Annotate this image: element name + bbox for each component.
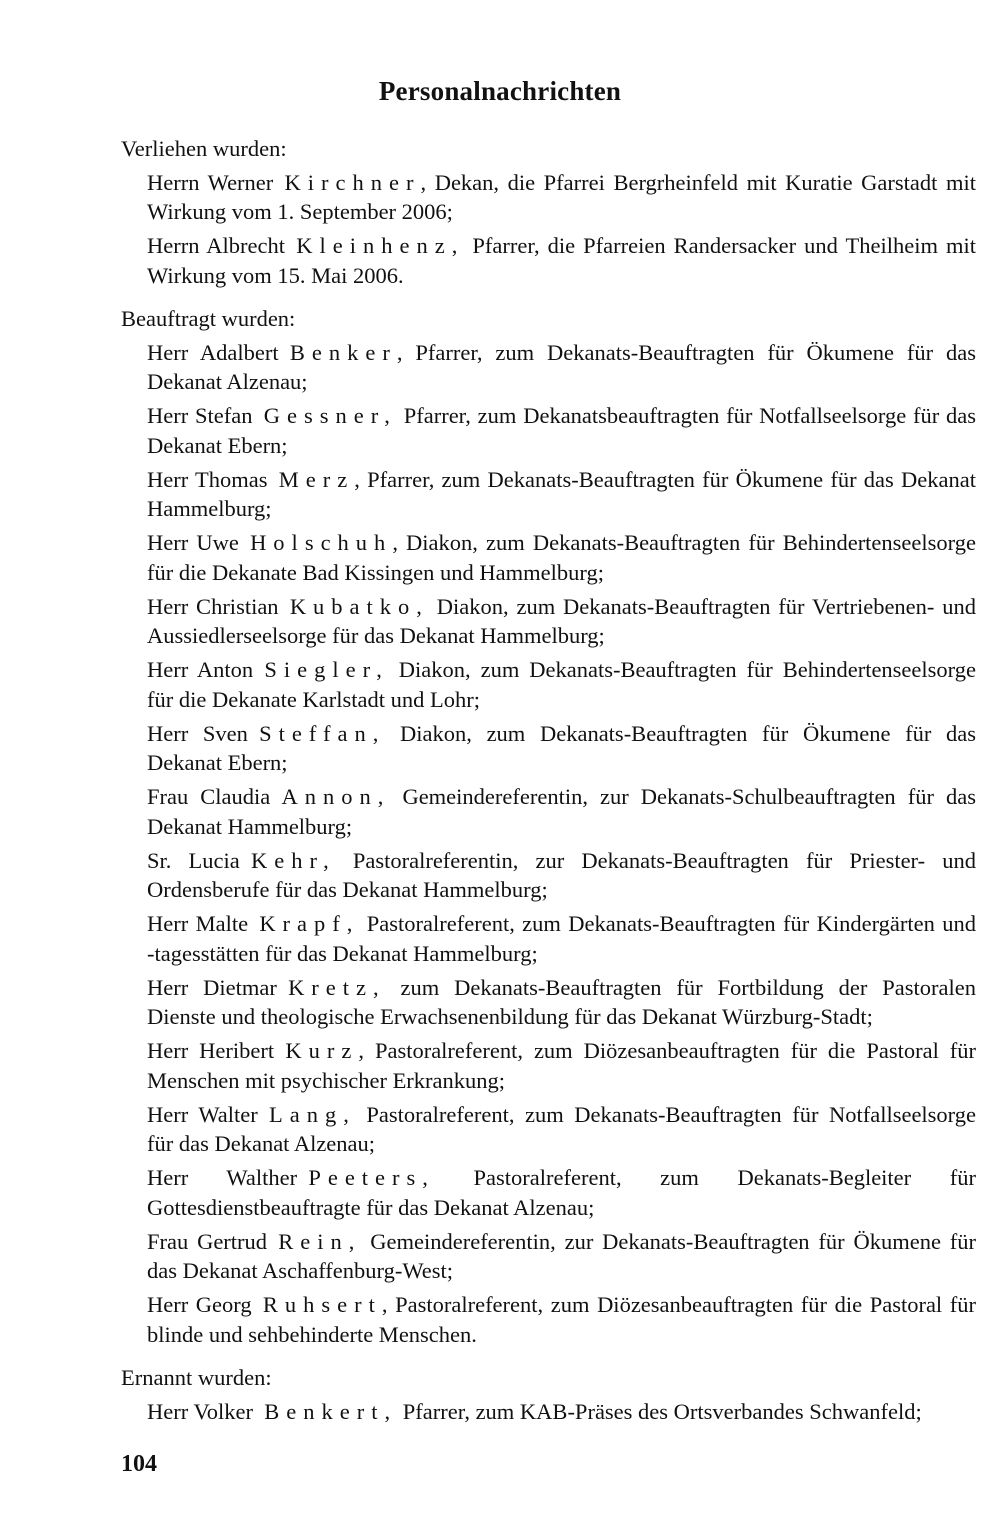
personnel-entry (147, 782, 976, 841)
entry-name-prefix: Herr Adalbert (147, 339, 279, 365)
section-heading: Ernannt wurden: (121, 1365, 272, 1390)
entry-name-prefix: Herr Dietmar (147, 974, 277, 1000)
entry-text: Pastoralreferent, zum Dekanats-Begleiter für Gottesdienstbeauftragte für das Dekanat Alzenau; (147, 1165, 976, 1220)
entry-text: Pastoralreferent, zum Dekanats-Beauftragten für Notfallseelsorge für das Dekanat Alzenau; (147, 1101, 977, 1156)
personnel-entry (147, 401, 976, 460)
page-number: 104 (121, 1451, 157, 1477)
entry-text: , Pastoralreferent, zum Diözesanbeauftragten für die Pastoral für blinde und sehbehinderte Menschen. (147, 1292, 977, 1347)
entry-surname: Benker (289, 339, 397, 365)
entry-text: Gemeindereferentin, zur Dekanats-Beauftragten für Ökumene für das Dekanat Aschaffenburg-West; (147, 1228, 976, 1283)
section (121, 134, 976, 290)
entry-name-prefix: Herr Sven (147, 720, 248, 746)
entry-text: Pfarrer, zum Dekanatsbeauftragten für Notfallseelsorge für das Dekanat Ebern; (147, 403, 976, 458)
section (121, 304, 976, 1349)
personnel-entry (147, 1227, 976, 1286)
personnel-entry (147, 1397, 976, 1427)
entry-surname: Steffan, (259, 720, 386, 746)
entry-name-prefix: Herr Thomas (147, 466, 268, 492)
entry-name-prefix: Herr Stefan (147, 403, 253, 428)
page-title: Personalnachrichten (378, 76, 622, 106)
personnel-entry (147, 1290, 976, 1349)
entry-text: , Diakon, zum Dekanats-Beauftragten für Behindertenseelsorge für die Dekanate Bad Kissingen und Hammelburg; (147, 530, 976, 585)
entry-surname: Siegler, (264, 657, 389, 682)
personnel-entry (147, 846, 976, 905)
entry-surname: Merz (278, 466, 355, 492)
entry-text: Gemeindereferentin, zur Dekanats-Schulbeauftragten für das Dekanat Hammelburg; (147, 784, 976, 839)
entry-name-prefix: Herr Walther (147, 1165, 298, 1190)
personnel-entry (147, 168, 976, 227)
entry-name-prefix: Herr Heribert (147, 1038, 275, 1063)
entry-surname: Benkert, (264, 1398, 398, 1424)
entry-surname: Annon, (281, 784, 391, 809)
entry-surname: Gessner, (263, 403, 397, 428)
entry-surname: Peeters, (308, 1165, 435, 1190)
entry-name-prefix: Herr Malte (147, 911, 249, 936)
section (121, 1363, 976, 1426)
entry-surname: Ruhsert (262, 1292, 382, 1317)
entry-name-prefix: Herr Uwe (147, 530, 239, 555)
entry-text: , Dekan, die Pfarrei Bergrheinfeld mit Kuratie Garstadt mit Wirkung vom 1. September 2006; (147, 169, 976, 224)
entry-surname: Kehr, (251, 847, 336, 873)
entry-name-prefix: Herrn Albrecht (147, 233, 285, 258)
entry-text: Pfarrer, die Pfarreien Randersacker und Theilheim mit Wirkung vom 15. Mai 2006. (147, 233, 977, 288)
entry-name-prefix: Herr Christian (147, 593, 279, 619)
entry-text: Diakon, zum Dekanats-Beauftragten für Vertriebenen- und Aussiedlerseelsorge für das Dekanat Hammelburg; (147, 593, 976, 648)
document-body (121, 134, 976, 1440)
entry-name-prefix: Herr Walter (147, 1101, 258, 1127)
entry-text: Pastoralreferent, zum Dekanats-Beauftragten für Kindergärten und -tagesstätten für das Dekanat Hammelburg; (147, 911, 977, 966)
personnel-entry (147, 338, 976, 397)
entry-surname: Rein, (278, 1228, 362, 1254)
entry-name-prefix: Herr Georg (147, 1292, 252, 1317)
entry-surname: Krapf, (259, 911, 360, 936)
entry-surname: Kirchner (284, 169, 421, 195)
personnel-entry (147, 1036, 976, 1095)
entry-surname: Lang, (269, 1101, 356, 1127)
entry-name-prefix: Herr Volker (147, 1398, 254, 1424)
entry-text: Pastoralreferentin, zur Dekanats-Beauftragten für Priester- und Ordensberufe für das Dekanat Hammelburg; (147, 847, 976, 902)
personnel-entry (147, 465, 976, 524)
entry-surname: Kurz (285, 1038, 359, 1063)
entry-text: Pfarrer, zum KAB-Präses des Ortsverbandes Schwanfeld; (397, 1398, 922, 1424)
personnel-entry (147, 719, 976, 778)
entry-surname: Kretz, (288, 974, 386, 1000)
section-heading: Beauftragt wurden: (121, 306, 296, 331)
section-heading: Verliehen wurden: (121, 136, 287, 161)
personnel-entry (147, 655, 976, 714)
entry-text: zum Dekanats-Beauftragten für Fortbildung der Pastoralen Dienste und theologische Erwachsenenbildung für das Dekanat Würzburg-Stadt; (147, 974, 976, 1029)
entry-surname: Holschuh (250, 530, 393, 555)
personnel-entry (147, 592, 976, 651)
entry-text: , Pfarrer, zum Dekanats-Beauftragten für Ökumene für das Dekanat Hammelburg; (147, 466, 976, 521)
entry-text: , Pastoralreferent, zum Diözesanbeauftragten für die Pastoral für Menschen mit psychischer Erkrankung; (147, 1038, 977, 1093)
personnel-entry (147, 909, 976, 968)
personnel-entry (147, 528, 976, 587)
entry-name-prefix: Sr. Lucia (147, 847, 240, 873)
entry-text: , Pfarrer, zum Dekanats-Beauftragten für Ökumene für das Dekanat Alzenau; (147, 339, 976, 394)
personnel-entry (147, 1163, 976, 1222)
entry-name-prefix: Herrn Werner (147, 169, 274, 195)
personnel-entry (147, 1100, 976, 1159)
entry-name-prefix: Frau Claudia (147, 784, 271, 809)
entry-text: Diakon, zum Dekanats-Beauftragten für Ökumene für das Dekanat Ebern; (147, 720, 976, 775)
entry-surname: Kubatko, (289, 593, 429, 619)
entry-surname: Kleinhenz, (296, 233, 465, 258)
entry-text: Diakon, zum Dekanats-Beauftragten für Behindertenseelsorge für die Dekanate Karlstadt und Lohr; (147, 657, 976, 712)
personnel-entry (147, 231, 976, 290)
personnel-entry (147, 973, 976, 1032)
entry-name-prefix: Herr Anton (147, 657, 254, 682)
entry-name-prefix: Frau Gertrud (147, 1228, 268, 1254)
